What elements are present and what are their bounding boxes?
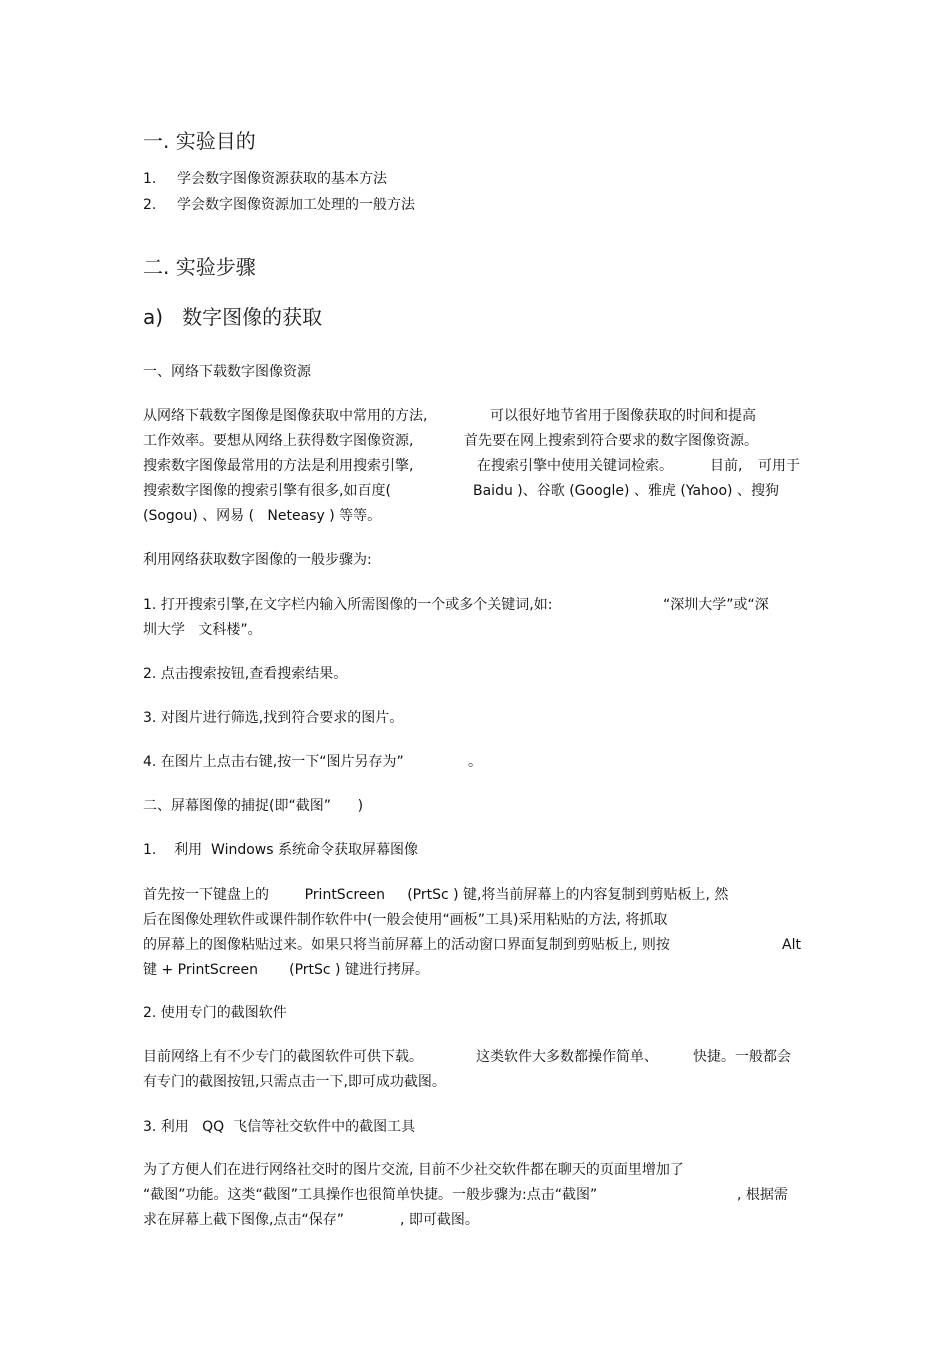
- list-item-number: 1.: [143, 171, 157, 187]
- step-item: 2. 点击搜索按钮,查看搜索结果。: [143, 666, 348, 682]
- paragraph-line: 搜索数字图像的搜索引擎有很多,如百度(: [143, 483, 391, 499]
- paragraph-line: 有专门的截图按钮,只需点击一下,即可成功截图。: [143, 1074, 446, 1090]
- sub-heading: 2. 使用专门的截图软件: [143, 1005, 287, 1021]
- paragraph-line: 目前网络上有不少专门的截图软件可供下载。: [143, 1049, 423, 1065]
- paragraph-line: 可用于: [758, 458, 800, 474]
- steps-intro: 利用网络获取数字图像的一般步骤为:: [143, 552, 372, 568]
- paragraph-line: 在搜索引擎中使用关键词检索。: [477, 458, 673, 474]
- paragraph-line: “截图”功能。这类“截图”工具操作也很简单快捷。一般步骤为:点击“截图”: [143, 1187, 598, 1203]
- paragraph-line: Baidu )、谷歌 (Google) 、雅虎 (Yahoo) 、搜狗: [473, 483, 779, 499]
- paragraph-line: 这类软件大多数都操作简单、: [476, 1049, 658, 1065]
- list-item-text: 学会数字图像资源加工处理的一般方法: [177, 197, 415, 213]
- paragraph-line: 快捷。一般都会: [693, 1049, 791, 1065]
- subsection-heading: a) 数字图像的获取: [143, 305, 323, 329]
- part-title: 二、屏幕图像的捕捉(即“截图” ): [143, 798, 364, 814]
- paragraph-line: Alt: [782, 937, 801, 953]
- paragraph-line: 工作效率。要想从网络上获得数字图像资源,: [143, 433, 414, 449]
- sub-heading: 3. 利用 QQ 飞信等社交软件中的截图工具: [143, 1119, 416, 1135]
- paragraph-line: 首先要在网上搜索到符合要求的数字图像资源。: [464, 433, 758, 449]
- paragraph-line: 后在图像处理软件或课件制作软件中(一般会使用“画板”工具)采用粘贴的方法, 将抓取: [143, 912, 668, 928]
- paragraph-line: (Sogou) 、网易 ( Neteasy ) 等等。: [143, 508, 382, 524]
- step-item: “深圳大学”或“深: [663, 597, 769, 613]
- sub-heading: 1. 利用 Windows 系统命令获取屏幕图像: [143, 842, 419, 858]
- paragraph-line: 从网络下载数字图像是图像获取中常用的方法,: [143, 408, 428, 424]
- paragraph-line: 键 + PrintScreen (PrtSc ) 键进行拷屏。: [143, 962, 429, 978]
- step-item: 4. 在图片上点击右键,按一下“图片另存为”: [143, 754, 404, 770]
- part-title: 一、网络下载数字图像资源: [143, 364, 311, 380]
- section-heading-objectives: 一. 实验目的: [143, 129, 256, 153]
- paragraph-line: 的屏幕上的图像粘贴过来。如果只将当前屏幕上的活动窗口界面复制到剪贴板上, 则按: [143, 937, 670, 953]
- paragraph-line: 搜索数字图像最常用的方法是利用搜索引擎,: [143, 458, 414, 474]
- paragraph-line: , 即可截图。: [400, 1212, 479, 1228]
- list-item-number: 2.: [143, 197, 157, 213]
- section-heading-steps: 二. 实验步骤: [143, 255, 256, 279]
- paragraph-line: 首先按一下键盘上的 PrintScreen (PrtSc ) 键,将当前屏幕上的内容复制到剪贴板上, 然: [143, 887, 729, 903]
- paragraph-line: 求在屏幕上截下图像,点击“保存”: [143, 1212, 344, 1228]
- step-item: 圳大学 文科楼”。: [143, 622, 262, 638]
- paragraph-line: 目前,: [710, 458, 743, 474]
- step-item: 3. 对图片进行筛选,找到符合要求的图片。: [143, 710, 404, 726]
- step-item: 1. 打开搜索引擎,在文字栏内输入所需图像的一个或多个关键词,如:: [143, 597, 553, 613]
- paragraph-line: 为了方便人们在进行网络社交时的图片交流, 目前不少社交软件都在聊天的页面里增加了: [143, 1162, 684, 1178]
- list-item-text: 学会数字图像资源获取的基本方法: [177, 171, 387, 187]
- paragraph-line: 可以很好地节省用于图像获取的时间和提高: [490, 408, 756, 424]
- paragraph-line: , 根据需: [737, 1187, 788, 1203]
- step-item: 。: [468, 754, 482, 770]
